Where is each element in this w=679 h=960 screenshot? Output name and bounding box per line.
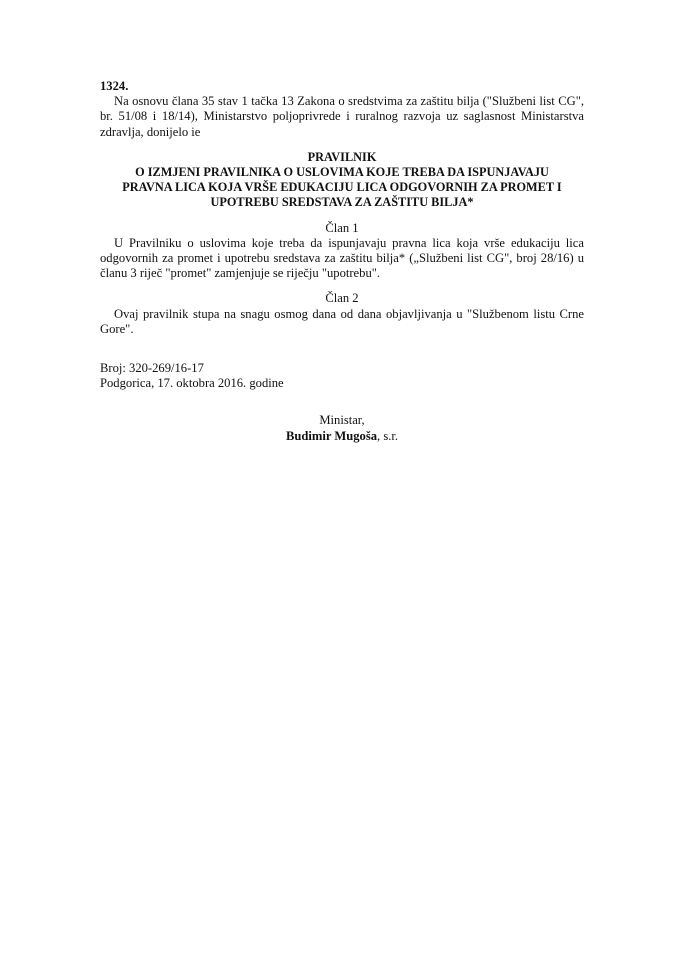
preamble-paragraph: Na osnovu člana 35 stav 1 tačka 13 Zakona o sredstvima za zaštitu bilja ("Službeni list CG", br. 51/08 i 18/14), Ministarstvo poljoprivrede i ruralnog razvoja uz saglasnost Ministarstva zdravlja, donijelo ie (100, 94, 584, 139)
article-1-text: U Pravilniku o uslovima koje treba da ispunjavaju pravna lica koja vrše edukaciju lica odgovornih za promet i upotrebu sredstava za zaštitu bilja* („Službeni list CG", broj 28/16) u članu 3 riječ "promet" zamjenjuje se riječju "upotrebu". (100, 235, 584, 281)
document-page (100, 79, 584, 444)
document-number: 1324. (100, 79, 129, 93)
reference-number: Broj: 320-269/16-17 (100, 361, 204, 376)
place-date: Podgorica, 17. oktobra 2016. godine (100, 376, 284, 391)
signatory-suffix: , s.r. (377, 428, 399, 443)
signatory (100, 429, 584, 444)
signature-block (100, 413, 584, 443)
signatory-name: Budimir Mugoša (285, 428, 378, 443)
signatory-role: Ministar, (319, 413, 365, 428)
title-line: PRAVNA LICA KOJA VRŠE EDUKACIJU LICA ODGOVORNIH ZA PROMET I (122, 180, 562, 195)
article-1-heading: Član 1 (325, 220, 359, 235)
title-line: UPOTREBU SREDSTAVA ZA ZAŠTITU BILJA* (210, 195, 474, 210)
title-line: PRAVILNIK (307, 149, 377, 164)
title-line: O IZMJENI PRAVILNIKA O USLOVIMA KOJE TREBA DA ISPUNJAVAJU (135, 165, 549, 180)
article-2-heading: Član 2 (325, 291, 359, 306)
reference-block (100, 361, 584, 391)
document-title (100, 150, 584, 211)
article-2-text: Ovaj pravilnik stupa na snagu osmog dana od dana objavljivanja u "Službenom listu Crne Gore". (100, 306, 584, 336)
